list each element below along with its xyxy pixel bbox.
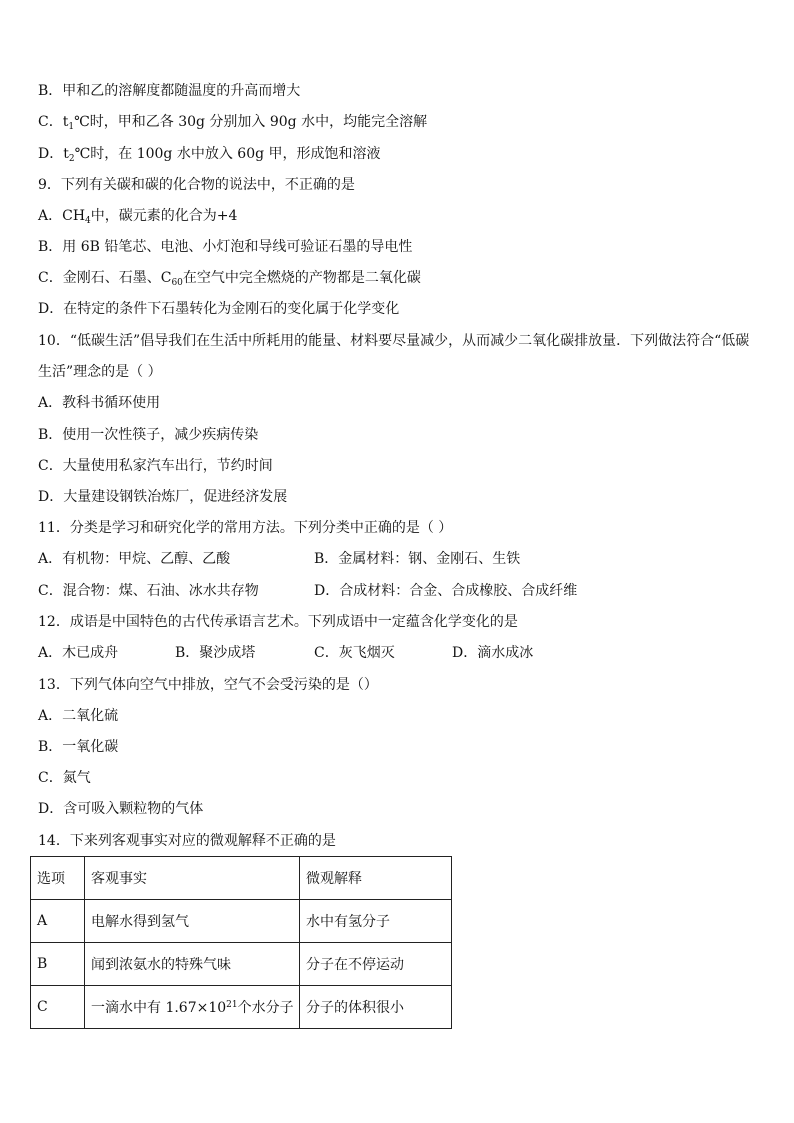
q8-option-b: B．甲和乙的溶解度都随温度的升高而增大 (38, 83, 301, 99)
row-explanation: 分子的体积很小 (300, 986, 452, 1029)
table-row (31, 986, 452, 1029)
q12-option-b: B．聚沙成塔 (175, 645, 256, 661)
q12-options-row (38, 644, 758, 662)
q9-option-d: D．在特定的条件下石墨转化为金刚石的变化属于化学变化 (38, 301, 400, 317)
q12-option-c: C．灰飞烟灭 (314, 645, 395, 661)
row-fact: 电解水得到氢气 (85, 900, 300, 943)
table-row (31, 900, 452, 943)
q13-option-d: D．含可吸入颗粒物的气体 (38, 801, 204, 817)
q12-option-a: A．木已成舟 (38, 645, 119, 661)
q11-option-c: C．混合物：煤、石油、冰水共存物 (38, 583, 259, 599)
q13-option-c: C．氮气 (38, 770, 91, 786)
row-fact: 闻到浓氨水的特殊气味 (85, 943, 300, 986)
row-option: A (31, 900, 85, 943)
header-explanation: 微观解释 (300, 857, 452, 900)
header-option: 选项 (31, 857, 85, 900)
q11-options-row2 (38, 582, 758, 600)
q8-option-c: C．$t_1℃$时，甲和乙各 30g 分别加入 90g 水中，均能完全溶解 (38, 114, 428, 132)
q10-stem-line2: 生活”理念的是（ ） (38, 364, 162, 380)
row-option: C (31, 986, 85, 1029)
q8-option-d: D．$t_2℃$时，在 100g 水中放入 60g 甲，形成饱和溶液 (38, 146, 381, 164)
q12-option-d: D．滴水成冰 (452, 645, 534, 661)
q9-stem: 9．下列有关碳和碳的化合物的说法中，不正确的是 (38, 177, 355, 193)
q14-stem: 14．下来列客观事实对应的微观解释不正确的是 (38, 833, 336, 849)
q14-table (30, 856, 452, 1029)
q10-option-c: C．大量使用私家汽车出行，节约时间 (38, 458, 273, 474)
q13-option-b: B．一氧化碳 (38, 739, 119, 755)
table-header-row (31, 857, 452, 900)
q10-option-b: B．使用一次性筷子，减少疾病传染 (38, 427, 259, 443)
q11-options-row1 (38, 550, 758, 568)
q10-option-a: A．教科书循环使用 (38, 395, 161, 411)
table-row (31, 943, 452, 986)
q10-stem-line1: 10．“低碳生活”倡导我们在生活中所耗用的能量、材料要尽量减少，从而减少二氧化碳排放量．下列做法符合“低碳 (38, 333, 750, 349)
q9-option-b: B．用 6B 铅笔芯、电池、小灯泡和导线可验证石墨的导电性 (38, 239, 413, 255)
q13-option-a: A．二氧化硫 (38, 708, 119, 724)
q11-stem: 11．分类是学习和研究化学的常用方法。下列分类中正确的是（ ） (38, 520, 453, 536)
q9-option-a: A．$CH_4$中，碳元素的化合为+4 (38, 208, 238, 226)
row-fact: 一滴水中有 $1.67\times 10^{21}$个水分子 (85, 986, 300, 1029)
q11-option-b: B．金属材料：钢、金刚石、生铁 (314, 551, 521, 567)
q12-stem: 12．成语是中国特色的古代传承语言艺术。下列成语中一定蕴含化学变化的是 (38, 614, 518, 630)
q13-stem: 13．下列气体向空气中排放，空气不会受污染的是（） (38, 677, 378, 693)
row-explanation: 水中有氢分子 (300, 900, 452, 943)
row-option: B (31, 943, 85, 986)
q9-option-c: C．金刚石、石墨、$C_{60}$在空气中完全燃烧的产物都是二氧化碳 (38, 270, 421, 288)
q11-option-d: D．合成材料：合金、合成橡胶、合成纤维 (314, 583, 578, 599)
q11-option-a: A．有机物：甲烷、乙醇、乙酸 (38, 551, 231, 567)
q10-option-d: D．大量建设钢铁冶炼厂，促进经济发展 (38, 489, 288, 505)
row-explanation: 分子在不停运动 (300, 943, 452, 986)
header-fact: 客观事实 (85, 857, 300, 900)
